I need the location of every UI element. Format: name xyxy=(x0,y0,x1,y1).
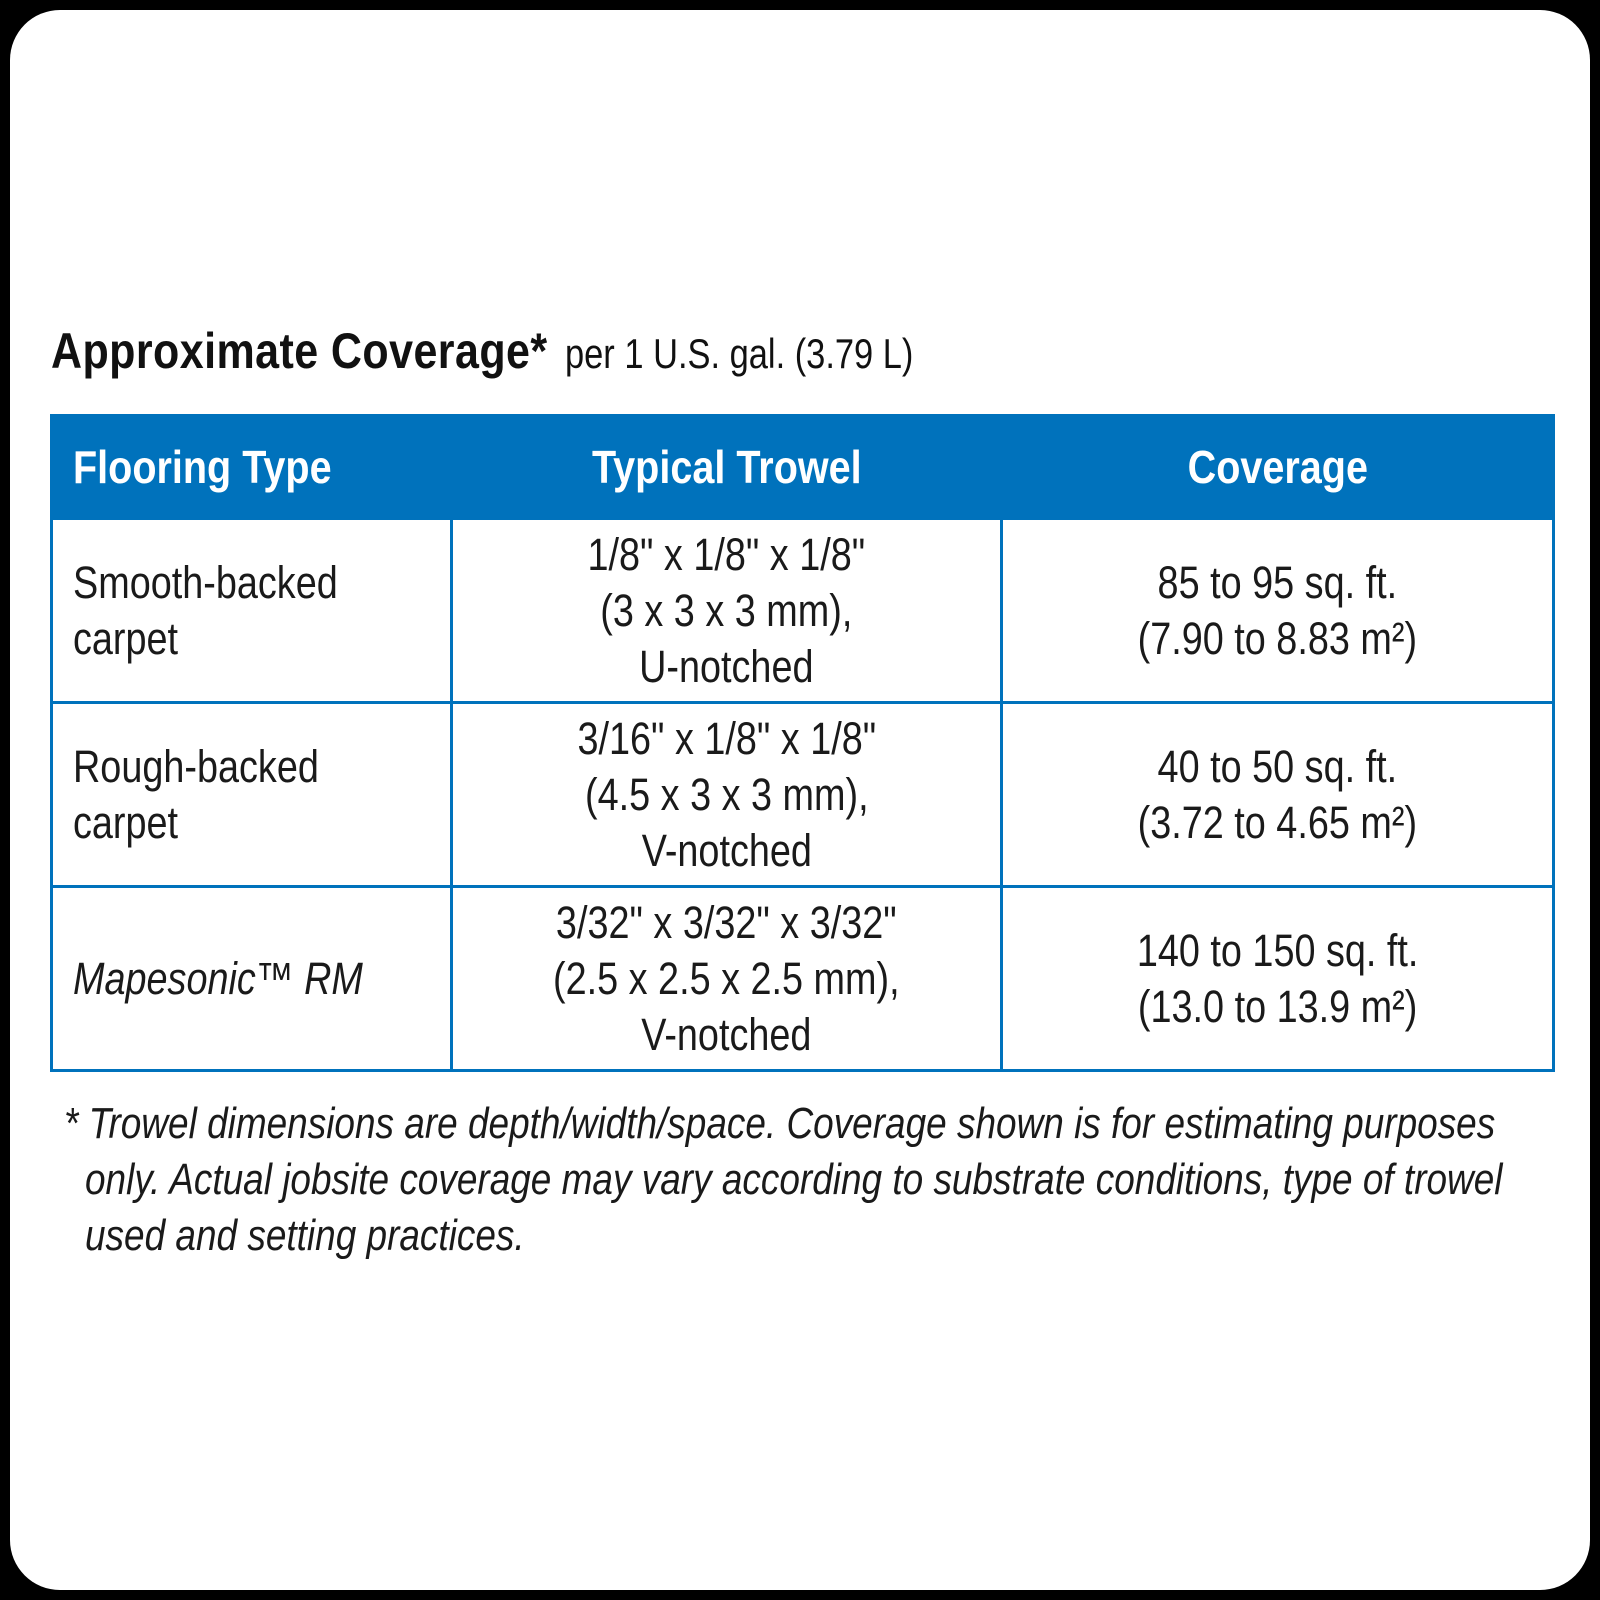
flooring-type-cell: Smooth-backed carpet xyxy=(52,519,452,703)
table-header-row xyxy=(52,416,1554,519)
heading-bold: Approximate Coverage* xyxy=(51,323,548,379)
trowel-cell: 3/32" x 3/32" x 3/32" (2.5 x 2.5 x 2.5 mm), V-notched xyxy=(452,887,1002,1071)
table-row xyxy=(52,887,1554,1071)
coverage-table xyxy=(50,414,1555,1072)
table-row xyxy=(52,703,1554,887)
footnote-line: * Trowel dimensions are depth/width/space. Coverage shown is for estimating purposes xyxy=(64,1099,1496,1148)
flooring-type-cell: Rough-backed carpet xyxy=(52,703,452,887)
header-typical-trowel: Typical Trowel xyxy=(452,416,1002,519)
trowel-cell: 3/16" x 1/8" x 1/8" (4.5 x 3 x 3 mm), V-notched xyxy=(452,703,1002,887)
footnote-line: only. Actual jobsite coverage may vary according to substrate conditions, type of trowel xyxy=(85,1155,1503,1204)
coverage-cell: 140 to 150 sq. ft. (13.0 to 13.9 m²) xyxy=(1002,887,1554,1071)
trowel-cell: 1/8" x 1/8" x 1/8" (3 x 3 x 3 mm), U-notched xyxy=(452,519,1002,703)
coverage-heading xyxy=(51,322,990,380)
document-frame xyxy=(10,10,1590,1590)
heading-unit: per 1 U.S. gal. (3.79 L) xyxy=(564,330,914,377)
coverage-cell: 40 to 50 sq. ft. (3.72 to 4.65 m²) xyxy=(1002,703,1554,887)
footnote-line: used and setting practices. xyxy=(85,1211,525,1260)
header-coverage: Coverage xyxy=(1002,416,1554,519)
coverage-cell: 85 to 95 sq. ft. (7.90 to 8.83 m²) xyxy=(1002,519,1554,703)
flooring-type-cell: Mapesonic™ RM xyxy=(52,887,452,1071)
header-flooring-type: Flooring Type xyxy=(52,416,452,519)
table-row xyxy=(52,519,1554,703)
footnote xyxy=(64,1096,1584,1264)
